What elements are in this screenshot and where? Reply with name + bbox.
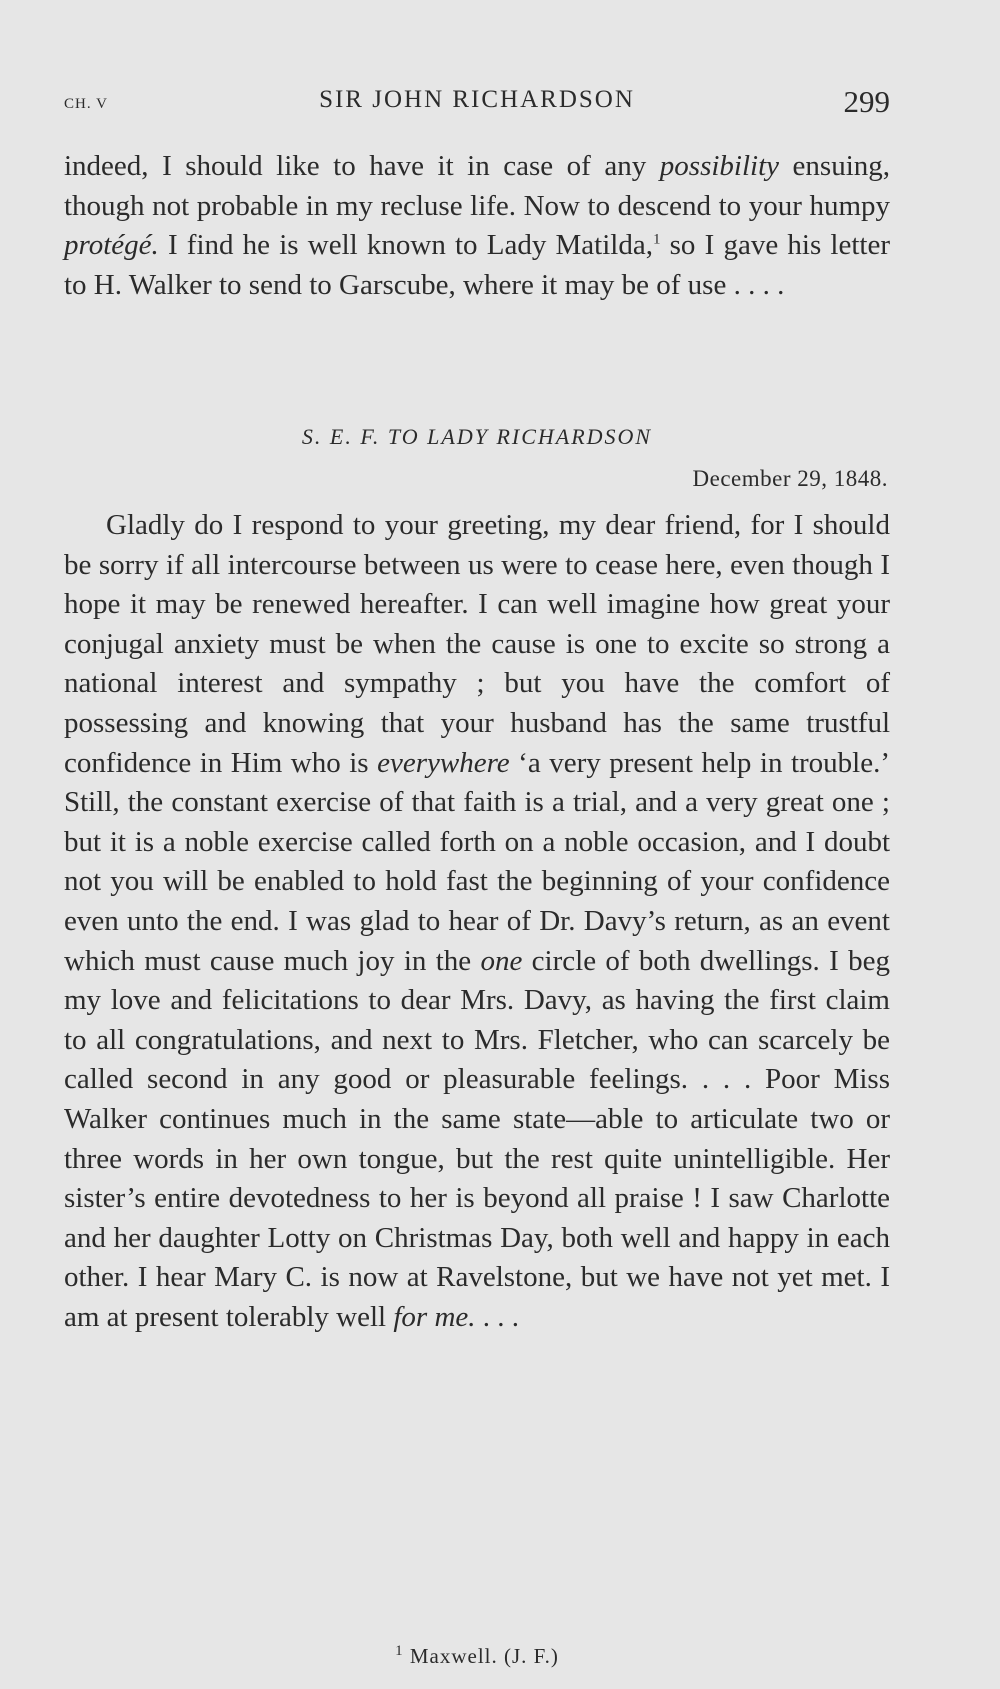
italic-text: one xyxy=(480,944,523,977)
italic-text: protégé. xyxy=(64,229,159,262)
letter-body xyxy=(64,506,890,1337)
footnote xyxy=(64,1644,890,1669)
text-run: I find he is well known to Lady Matilda, xyxy=(158,229,653,262)
text-run: ‘a very present help in trouble.’ Still, the constant exercise of that faith is a trial, and a very great one ; but it is a noble exercise called forth on a noble occasion, and I doubt not you will be enabled to hold fast the beginning of your confidence even unto the end. I was glad to hear of Dr. Davy’s return, as an event which must cause much joy in the xyxy=(64,746,890,977)
chapter-label: CH. V xyxy=(64,96,108,112)
italic-text: everywhere xyxy=(377,746,510,779)
letter-date: December 29, 1848. xyxy=(692,466,888,491)
italic-text: for me. xyxy=(393,1300,476,1333)
running-title: SIR JOHN RICHARDSON xyxy=(319,86,635,113)
text-run: ensuing, though not probable in my recluse life. Now to descend to your humpy xyxy=(64,150,891,222)
text-run: . . . xyxy=(475,1300,520,1333)
letter-heading: S. E. F. TO LADY RICHARDSON xyxy=(301,424,653,449)
footnote-ref: 1 xyxy=(652,231,661,248)
running-head xyxy=(64,86,890,126)
opening-paragraph xyxy=(64,147,890,305)
page-number: 299 xyxy=(843,84,890,119)
footnote-marker: 1 xyxy=(395,1643,404,1659)
italic-text: possibility xyxy=(659,150,780,182)
footnote-text: Maxwell. (J. F.) xyxy=(403,1644,559,1668)
text-run: indeed, I should like to have it in case of any xyxy=(64,150,660,182)
text-run: so I gave his letter to H. Walker to send to Garscube, where it may be of use . . . . xyxy=(64,229,890,301)
text-run: circle of both dwellings. I beg my love and felicitations to dear Mrs. Davy, as having the first claim to all congratulations, and next to Mrs. Fletcher, who can scarcely be called second in any good or pleasurable feelings. . . . Poor Miss Walker continues much in the same state—able to articulate two or three words in her own tongue, but the rest quite unintelligible. Her sister’s entire devotedness to her is beyond all praise ! I saw Charlotte and her daughter Lotty on Christmas Day, both well and happy in each other. I hear Mary C. is now at Ravelstone, but we have not yet met. I am at present tolerably well xyxy=(64,944,890,1333)
text-run: Gladly do I respond to your greeting, my dear friend, for I should be sorry if all intercourse between us were to cease here, even though I hope it may be renewed hereafter. I can well imagine how great your conjugal anxiety must be when the cause is one to excite so strong a national interest and sympathy ; but you have the comfort of possessing and knowing that your husband has the same trustful confidence in Him who is xyxy=(64,509,890,779)
